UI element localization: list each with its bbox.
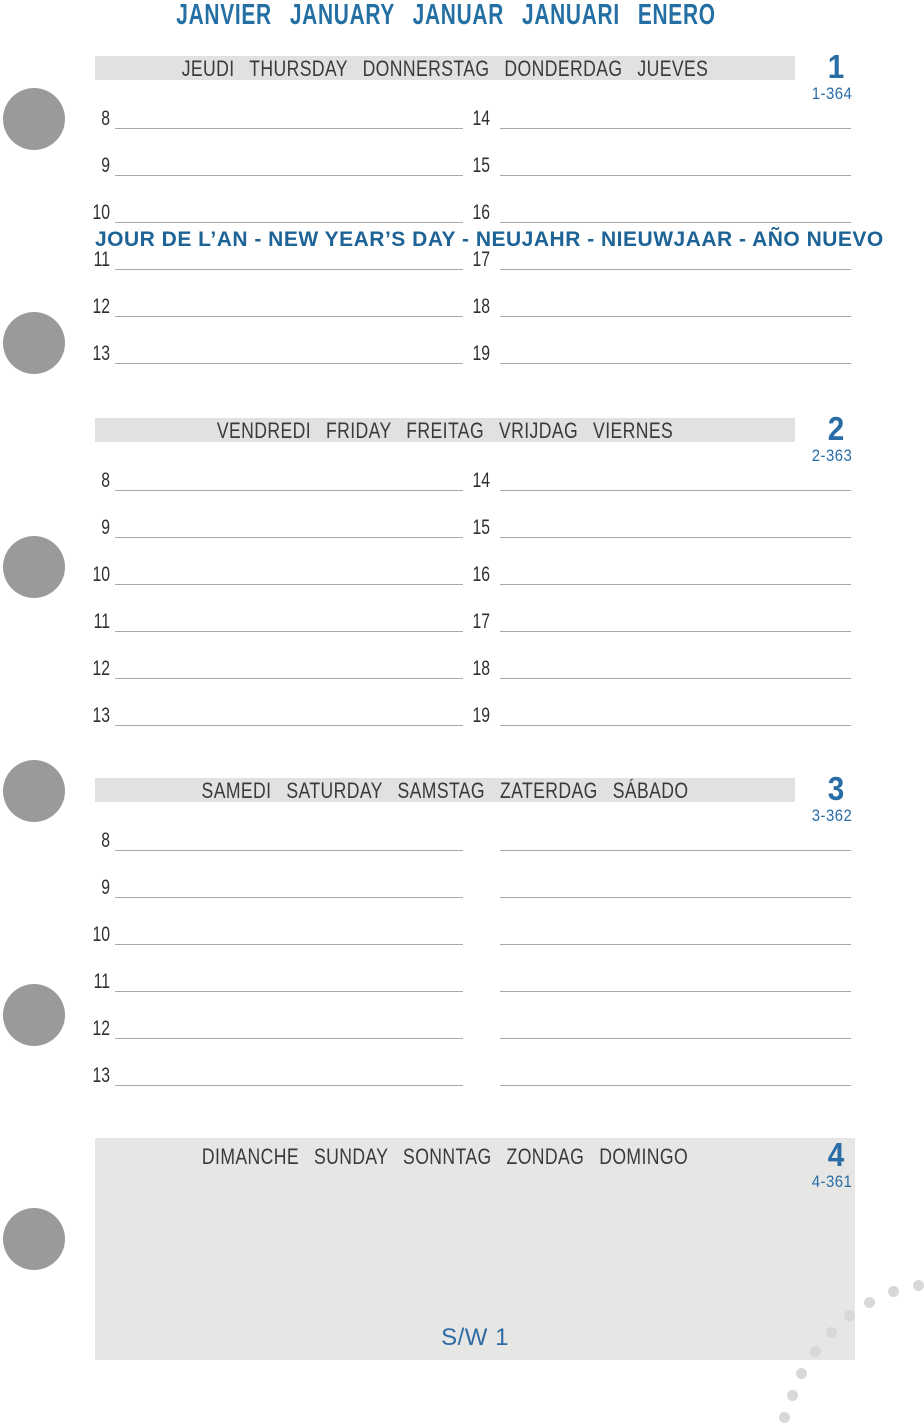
day-header-band xyxy=(95,418,795,442)
hour-row xyxy=(440,1063,851,1086)
hour-label: 16 xyxy=(472,563,490,586)
hour-label: 15 xyxy=(472,154,490,177)
writing-line xyxy=(115,897,463,898)
hour-label: 8 xyxy=(101,107,110,130)
day-names: DIMANCHE SUNDAY SONNTAG ZONDAG DOMINGO xyxy=(201,1144,689,1169)
corner-dot xyxy=(779,1412,790,1423)
hour-row xyxy=(440,200,851,223)
writing-line xyxy=(500,316,851,317)
hour-row xyxy=(70,562,463,585)
writing-line xyxy=(500,678,851,679)
writing-line xyxy=(500,269,851,270)
hour-row xyxy=(70,106,463,129)
hour-row xyxy=(70,1016,463,1039)
day-of-year-count: 1-364 xyxy=(811,84,853,103)
hour-row xyxy=(70,468,463,491)
hour-label: 13 xyxy=(92,704,110,727)
day-number: 3 xyxy=(827,770,845,807)
hour-row xyxy=(70,875,463,898)
writing-line xyxy=(115,537,463,538)
hour-row xyxy=(440,468,851,491)
hour-label: 12 xyxy=(92,1017,110,1040)
writing-line xyxy=(115,363,463,364)
hour-label: 14 xyxy=(472,469,490,492)
writing-line xyxy=(500,222,851,223)
hour-row xyxy=(440,1016,851,1039)
hour-row xyxy=(440,969,851,992)
hour-label: 19 xyxy=(472,704,490,727)
hour-row xyxy=(440,609,851,632)
hour-label: 14 xyxy=(472,107,490,130)
corner-dot xyxy=(844,1310,855,1321)
hour-row xyxy=(70,969,463,992)
writing-line xyxy=(500,991,851,992)
writing-line xyxy=(500,1085,851,1086)
hour-label: 18 xyxy=(472,657,490,680)
hour-row xyxy=(440,106,851,129)
writing-line xyxy=(115,678,463,679)
hour-row xyxy=(70,656,463,679)
hour-row xyxy=(70,703,463,726)
day-section-saturday xyxy=(0,770,924,1108)
day-number: 2 xyxy=(827,410,845,447)
hour-row xyxy=(70,200,463,223)
day-names: JEUDI THURSDAY DONNERSTAG DONDERDAG JUEVES xyxy=(181,56,709,81)
day-names: SAMEDI SATURDAY SAMSTAG ZATERDAG SÁBADO xyxy=(201,778,689,803)
writing-line xyxy=(115,725,463,726)
writing-line xyxy=(115,222,463,223)
hour-label: 11 xyxy=(93,610,110,633)
hour-row xyxy=(440,828,851,851)
writing-line xyxy=(115,490,463,491)
writing-line xyxy=(500,490,851,491)
day-names: VENDREDI FRIDAY FREITAG VRIJDAG VIERNES xyxy=(216,418,674,443)
hour-label: 15 xyxy=(472,516,490,539)
hour-label: 11 xyxy=(93,970,110,993)
writing-line xyxy=(115,991,463,992)
writing-line xyxy=(115,850,463,851)
writing-line xyxy=(115,1085,463,1086)
writing-line xyxy=(500,897,851,898)
hour-label: 9 xyxy=(101,154,110,177)
hour-label: 9 xyxy=(101,876,110,899)
hour-label: 17 xyxy=(472,610,490,633)
hour-row xyxy=(70,294,463,317)
hour-row xyxy=(70,153,463,176)
writing-line xyxy=(500,584,851,585)
hour-label: 10 xyxy=(92,563,110,586)
day-section-friday xyxy=(0,410,924,748)
week-number-label: S/W 1 xyxy=(441,1324,509,1351)
writing-line xyxy=(115,269,463,270)
hour-row xyxy=(70,1063,463,1086)
writing-line xyxy=(115,944,463,945)
day-section-sunday xyxy=(0,1138,924,1360)
hour-row xyxy=(440,153,851,176)
writing-line xyxy=(115,1038,463,1039)
day-header-band xyxy=(95,1144,795,1168)
hour-label: 10 xyxy=(92,201,110,224)
hour-row xyxy=(440,341,851,364)
hour-label: 11 xyxy=(93,248,110,271)
corner-dot xyxy=(796,1368,807,1379)
hour-label: 12 xyxy=(92,295,110,318)
writing-line xyxy=(115,175,463,176)
hour-label: 12 xyxy=(92,657,110,680)
hour-row xyxy=(440,656,851,679)
writing-line xyxy=(500,1038,851,1039)
hour-row xyxy=(70,341,463,364)
writing-line xyxy=(115,316,463,317)
hour-label: 13 xyxy=(92,1064,110,1087)
hour-row xyxy=(70,922,463,945)
hour-row xyxy=(440,703,851,726)
corner-dot xyxy=(864,1297,875,1308)
corner-dot xyxy=(826,1327,837,1338)
writing-line xyxy=(500,725,851,726)
hour-label: 17 xyxy=(472,248,490,271)
hour-label: 16 xyxy=(472,201,490,224)
writing-line xyxy=(500,850,851,851)
corner-dot xyxy=(888,1286,899,1297)
corner-dot xyxy=(913,1280,924,1291)
writing-line xyxy=(500,128,851,129)
writing-line xyxy=(500,363,851,364)
day-of-year-count: 3-362 xyxy=(811,806,853,825)
hour-label: 8 xyxy=(101,829,110,852)
writing-line xyxy=(115,584,463,585)
day-of-year-count: 2-363 xyxy=(811,446,853,465)
hour-label: 8 xyxy=(101,469,110,492)
hour-row xyxy=(440,922,851,945)
writing-line xyxy=(500,537,851,538)
day-of-year-count: 4-361 xyxy=(811,1172,853,1191)
writing-line xyxy=(500,631,851,632)
hour-row xyxy=(440,515,851,538)
corner-dot xyxy=(787,1390,798,1401)
hour-row xyxy=(70,828,463,851)
day-header-band xyxy=(95,778,795,802)
hour-label: 18 xyxy=(472,295,490,318)
hour-row xyxy=(440,294,851,317)
day-header-band xyxy=(95,56,795,80)
writing-line xyxy=(115,128,463,129)
page-title: JANVIER JANUARY JANUAR JANUARI ENERO xyxy=(176,0,716,31)
hour-row xyxy=(70,609,463,632)
writing-line xyxy=(500,175,851,176)
hour-row xyxy=(70,515,463,538)
corner-dot xyxy=(810,1346,821,1357)
day-section-thursday xyxy=(0,48,924,386)
hour-label: 19 xyxy=(472,342,490,365)
hour-label: 13 xyxy=(92,342,110,365)
writing-line xyxy=(115,631,463,632)
hour-label: 9 xyxy=(101,516,110,539)
day-number: 4 xyxy=(827,1136,845,1173)
hour-row xyxy=(440,875,851,898)
writing-line xyxy=(500,944,851,945)
hour-row xyxy=(440,562,851,585)
holiday-note: JOUR DE L’AN - NEW YEAR’S DAY - NEUJAHR - NIEUWJAAR - AÑO NUEVO xyxy=(95,228,884,251)
hour-label: 10 xyxy=(92,923,110,946)
day-number: 1 xyxy=(827,48,845,85)
